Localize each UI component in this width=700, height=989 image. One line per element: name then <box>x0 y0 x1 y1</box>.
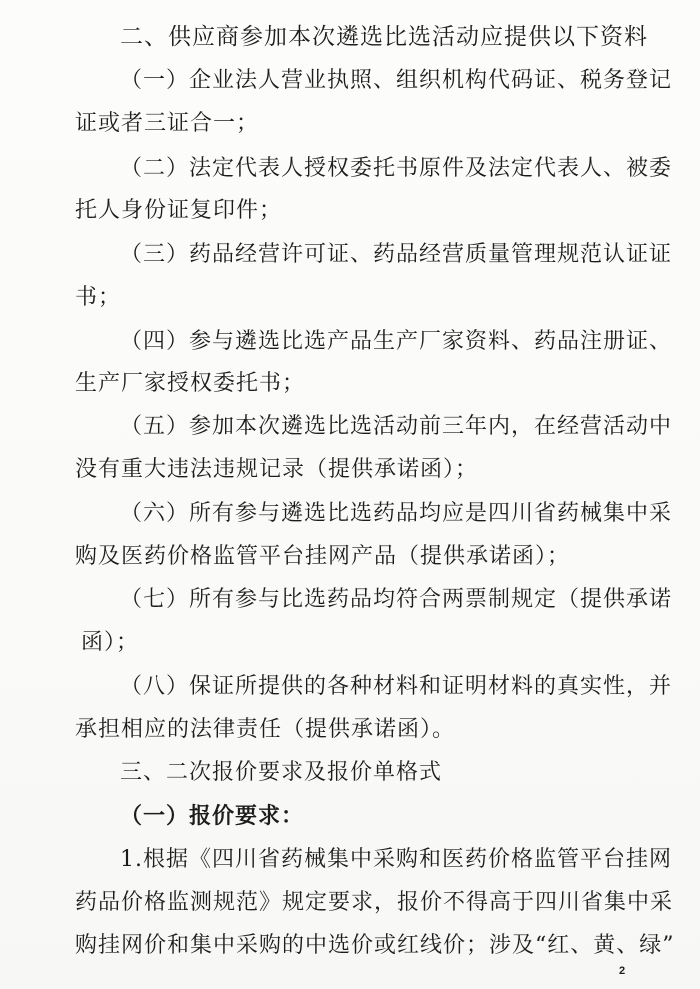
page-number: 2 <box>619 965 626 977</box>
paragraph-line: （四）参与遴选比选产品生产厂家资料、药品注册证、 <box>120 329 673 354</box>
paragraph-line: （三）药品经营许可证、药品经营质量管理规范认证证 <box>120 242 673 267</box>
paragraph-line: 书； <box>75 285 122 310</box>
paragraph-line: 生产厂家授权委托书； <box>75 371 306 396</box>
paragraph-line: 1.根据《四川省药械集中采购和医药价格监管平台挂网 <box>120 847 672 872</box>
paragraph-line: （六）所有参与遴选比选药品均应是四川省药械集中采 <box>120 501 673 526</box>
paragraph-line: 函）； <box>81 630 140 655</box>
paragraph-line: 购挂网价和集中采购的中选价或红线价；涉及“红、黄、绿” <box>75 933 675 958</box>
paragraph-line: 没有重大违法违规记录（提供承诺函）； <box>75 457 479 482</box>
paragraph-line: （五）参加本次遴选比选活动前三年内，在经营活动中 <box>120 414 673 439</box>
paragraph-line: （八）保证所提供的各种材料和证明材料的真实性，并 <box>120 674 673 699</box>
paragraph-line: 托人身份证复印件； <box>75 198 283 223</box>
subsection-heading: （一）报价要求： <box>120 803 305 829</box>
paragraph-line: 购及医药价格监管平台挂网产品（提供承诺函）； <box>75 544 571 569</box>
paragraph-line: 承担相应的法律责任（提供承诺函）。 <box>75 717 456 742</box>
paragraph-line: 药品价格监测规范》规定要求，报价不得高于四川省集中采 <box>75 890 674 915</box>
paragraph-line: （七）所有参与比选药品均符合两票制规定（提供承诺 <box>120 587 673 612</box>
section-heading-2: 二、供应商参加本次遴选比选活动应提供以下资料 <box>120 24 648 50</box>
section-heading-3: 三、二次报价要求及报价单格式 <box>120 760 443 785</box>
paragraph-line: （一）企业法人营业执照、组织机构代码证、税务登记 <box>120 68 673 93</box>
paragraph-line: 证或者三证合一； <box>75 111 260 136</box>
paragraph-line: （二）法定代表人授权委托书原件及法定代表人、被委 <box>120 156 673 181</box>
